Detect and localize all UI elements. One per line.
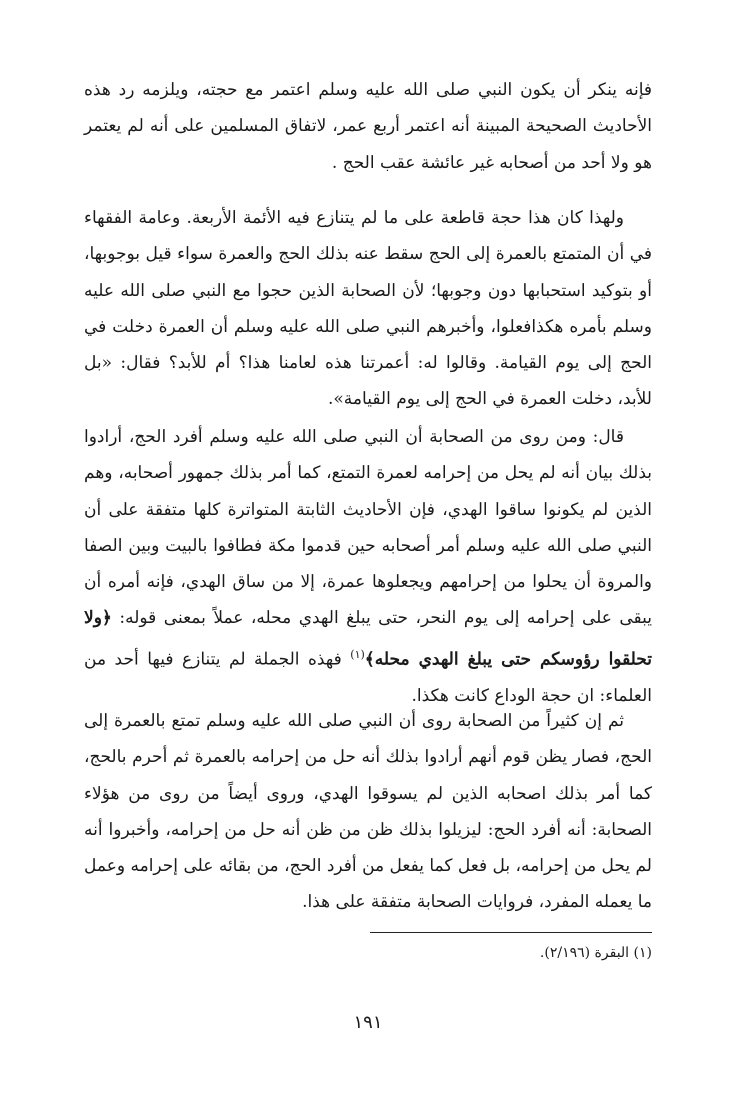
paragraph-4-text: ثم إن كثيراً من الصحابة روى أن النبي صلى الله عليه وسلم تمتع بالعمرة إلى الحج، فصار يظن قوم أنهم أرادوا بذلك أنه حل من إحرامه بالعمرة ثم أحرم بالحج، كما أمر بذلك اصحابه الذين لم يسوقوا الهدي، وروى أيضاً من روى من هؤلاء الصحابة: أنه أفرد الحج: ليزيلوا بذلك ظن من ظن أنه حل من إحرامه، وأخبروا أنه لم يحل من إحرامه، بل فعل كما يفعل من أفرد الحج، من بقائه على إحرامه وعمل ما يعمله المفرد، فروايات الصحابة متفقة على هذا. (84, 711, 652, 913)
footnote-divider (370, 932, 652, 933)
paragraph-3-text-after: فهذه الجملة لم يتنازع فيها أحد من العلماء: ان حجة الوداع كانت هكذا. (84, 649, 652, 706)
paragraph-3 (84, 419, 652, 714)
paragraph-1 (84, 72, 652, 181)
paragraph-1-text: فإنه ينكر أن يكون النبي صلى الله عليه وسلم اعتمر مع حجته، ويلزمه رد هذه الأحاديث الصحيحة المبينة أنه اعتمر أربع عمر، لاتفاق المسلمين على أنه لم يعتمر هو ولا أحد من أصحابه غير عائشة عقب الحج . (84, 80, 652, 173)
paragraph-2-text: ولهذا كان هذا حجة قاطعة على ما لم يتنازع فيه الأئمة الأربعة. وعامة الفقهاء في أن المتمتع بالعمرة إلى الحج سقط عنه بذلك الحج والعمرة سواء قيل بوجوبها، أو بتوكيد استحبابها دون وجوبها؛ لأن الصحابة الذين حجوا مع النبي صلى الله عليه وسلم بأمره هكذافعلوا، وأخبرهم النبي صلى الله عليه وسلم أن العمرة دخلت في الحج إلى يوم القيامة. وقالوا له: أعمرتنا هذه لعامنا هذا؟ أم للأبد؟ فقال: «بل للأبد، دخلت العمرة في الحج إلى يوم القيامة». (84, 208, 652, 410)
footnote-marker[interactable]: (١) (350, 647, 365, 661)
page-number: ١٩١ (353, 1012, 383, 1033)
footnote: (١) البقرة (٢/١٩٦). (539, 945, 652, 961)
paragraph-3-text-before: قال: ومن روى من الصحابة أن النبي صلى الله عليه وسلم أفرد الحج، أرادوا بذلك بيان أنه لم يحل من إحرامه لعمرة التمتع، كما أمر بذلك جمهور أصحابه، وهم الذين لم يكونوا ساقوا الهدي، فإن الأحاديث الثابتة المتواترة كلها متفقة على أن النبي صلى الله عليه وسلم أمر أصحابه حين قدموا مكة فطافوا بالبيت وبين الصفا والمروة أن يحلوا من إحرامهم ويجعلوها عمرة، إلا من ساق الهدي، فإنه أمره أن يبقى على إحرامه إلى يوم النحر، حتى يبلغ الهدي محله، عملاً بمعنى قوله: (84, 427, 652, 629)
paragraph-3-body (84, 419, 652, 714)
paragraph-2 (84, 200, 652, 418)
paragraph-4 (84, 703, 652, 921)
quran-verse: ﴿ولا تحلقوا رؤوسكم حتى يبلغ الهدي محله﴾ (84, 608, 653, 670)
